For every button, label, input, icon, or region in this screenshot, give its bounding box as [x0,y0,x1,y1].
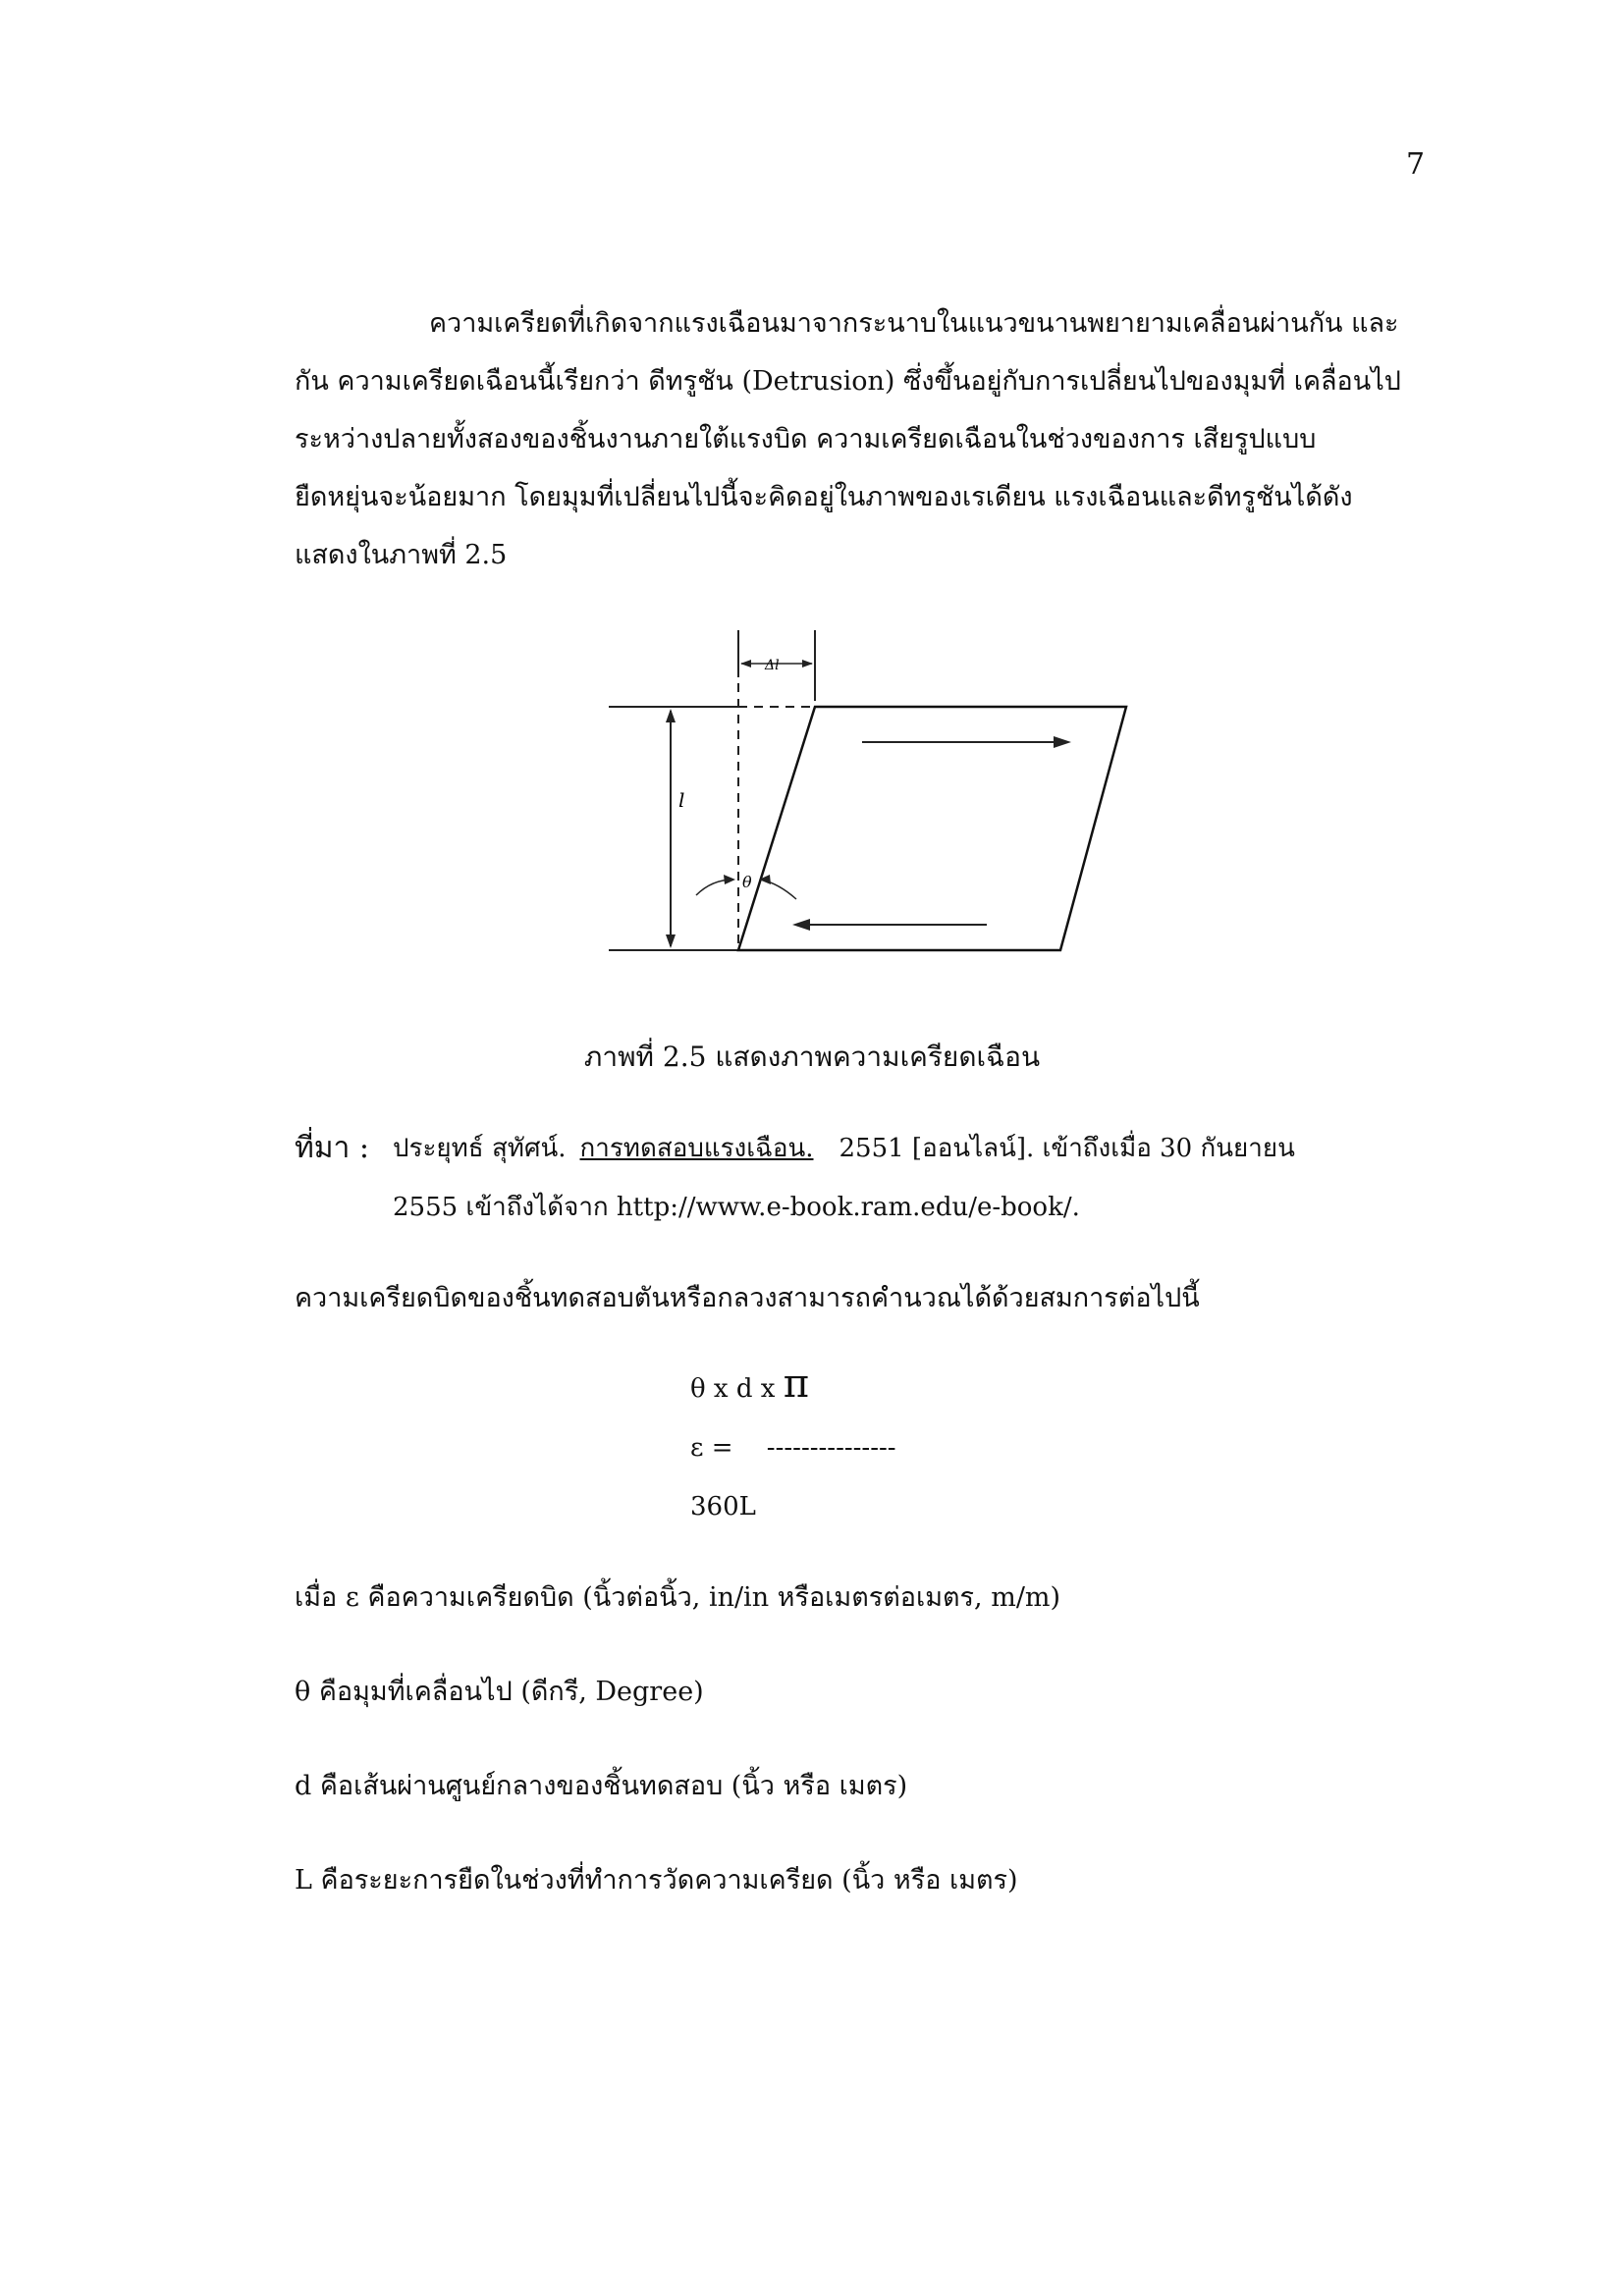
formula-numerator [690,1360,896,1418]
angle-arrow-left-icon [724,875,735,884]
source-access-line: 2555 เข้าถึงได้จาก http://www.e-book.ram.edu/e-book/. [393,1193,1080,1222]
fraction-bar: --------------- [766,1433,896,1463]
length-label: l [678,788,685,812]
formula-equals-line [690,1418,896,1477]
figure-source [295,1119,1434,1237]
source-label: ที่มา : [295,1131,370,1165]
figure-caption: ภาพที่ 2.5 แสดงภาพความเครียดเฉือน [583,1041,1041,1073]
body-paragraph [295,294,1434,584]
variable-definitions [295,1575,1060,1952]
source-title: การทดสอบแรงเฉือน. [579,1134,814,1163]
arrow-left-icon [740,660,751,667]
source-author: ประยุทธ์ สุทัศน์. [393,1134,567,1163]
paragraph-line: กัน ความเครียดเฉือนนี้เรียกว่า ดีทรูชัน (Detrusion) ซึ่งขึ้นอยู่กับการเปลี่ยนไปของมุมที่ เคลื่อนไป [295,366,1401,397]
sheared-element [738,707,1126,950]
definition-d: d คือเส้นผ่านศูนย์กลางของชิ้นทดสอบ (นิ้ว หรือ เมตร) [295,1771,908,1801]
strain-formula [690,1360,896,1536]
bottom-arrow-head-icon [792,919,810,931]
paragraph-line: แสดงในภาพที่ 2.5 [295,540,508,570]
top-arrow-head-icon [1054,736,1071,748]
page-number: 7 [1406,147,1426,182]
delta-label: Δl [765,658,780,673]
paragraph-line: ระหว่างปลายทั้งสองของชิ้นงานภายใต้แรงบิด ความเครียดเฉือนในช่วงของการ เสียรูปแบบ [295,424,1317,454]
source-details: 2551 [ออนไลน์]. เข้าถึงเมื่อ 30 กันยายน [839,1134,1295,1163]
paragraph-line: ความเครียดที่เกิดจากแรงเฉือนมาจากระนาบในแนวขนานพยายามเคลื่อนผ่านกัน และ [429,308,1399,339]
definition-epsilon: เมื่อ ε คือความเครียดบิด (นิ้วต่อนิ้ว, in/in หรือเมตรต่อเมตร, m/m) [295,1582,1061,1613]
definition-l: L คือระยะการยืดในช่วงที่ทำการวัดความเครียด (นิ้ว หรือ เมตร) [295,1865,1018,1896]
arrow-right-icon [802,660,813,667]
angle-label: θ [742,873,752,891]
definition-theta: θ คือมุมที่เคลื่อนไป (ดีกรี, Degree) [295,1677,704,1707]
equation-intro: ความเครียดบิดของชิ้นทดสอบตันหรือกลวงสามารถคำนวณได้ด้วยสมการต่อไปนี้ [295,1283,1200,1313]
formula-denominator: 360L [690,1492,756,1522]
shear-strain-figure [604,628,1154,962]
paragraph-line: ยืดหยุ่นจะน้อยมาก โดยมุมที่เปลี่ยนไปนี้จะคิดอยู่ในภาพของเรเดียน แรงเฉือนและดีทรูชันได้ดัง [295,482,1353,512]
arrow-down-icon [666,934,676,948]
pi-symbol: π [783,1362,809,1407]
formula-lhs: ε = [690,1433,733,1463]
numerator-text: θ x d x [690,1374,776,1404]
arrow-up-icon [666,709,676,722]
